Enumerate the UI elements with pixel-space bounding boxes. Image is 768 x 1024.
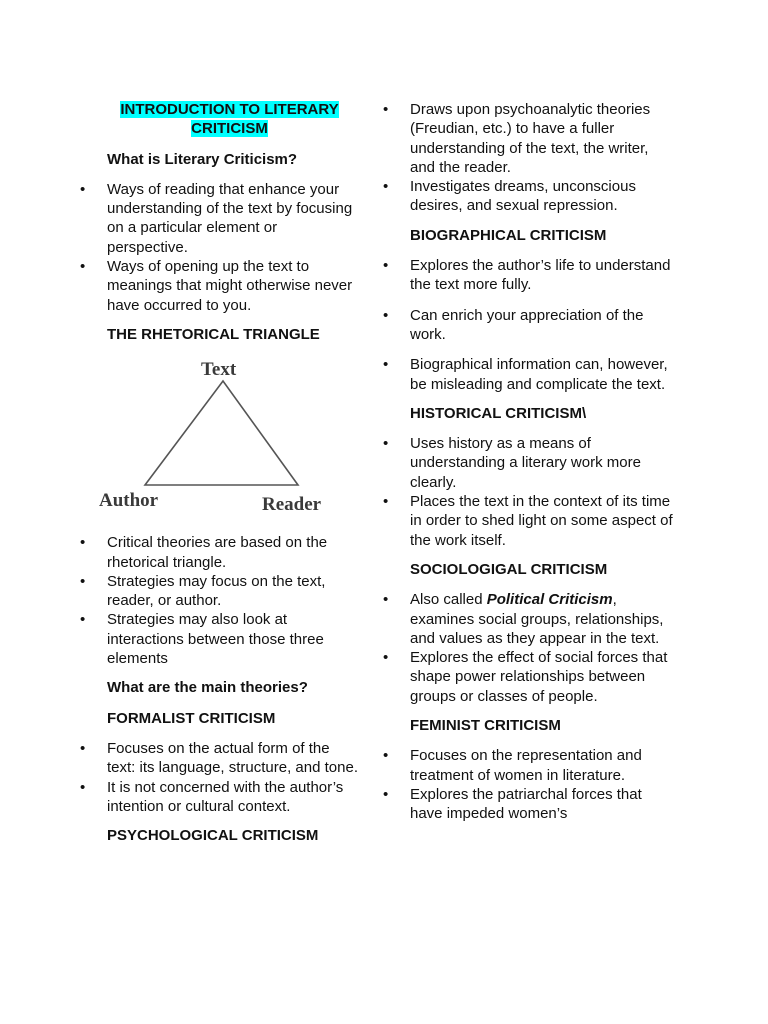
triangle-list	[80, 533, 360, 668]
list-item: • Explores the effect of social forces that shape power relationships between groups or classes of people.	[383, 648, 673, 706]
list-item: • Places the text in the context of its time in order to shed light on some aspect of the work itself.	[383, 492, 673, 550]
sociological-list	[383, 590, 673, 706]
sociological-item-prefix: Also called	[410, 591, 487, 609]
list-item: • Investigates dreams, unconscious desires, and sexual repression.	[383, 177, 673, 216]
triangle-shape	[145, 381, 298, 485]
triangle-label-reader: Reader	[262, 494, 322, 516]
main-theories-heading: What are the main theories?	[107, 679, 308, 697]
sociological-heading: SOCIOLOGIGAL CRITICISM	[410, 560, 608, 578]
political-criticism-emphasis: Political Criticism	[486, 591, 613, 609]
historical-list	[383, 434, 673, 550]
list-item: • Explores the author’s life to understand the text more fully.	[383, 256, 673, 295]
document-title	[107, 100, 352, 139]
what-is-list	[80, 180, 360, 315]
right-column	[383, 100, 673, 834]
feminist-list	[383, 746, 673, 823]
list-item: • Strategies may focus on the text, reader, or author.	[80, 572, 360, 611]
triangle-label-author: Author	[99, 490, 159, 512]
list-item: • Can enrich your appreciation of the work.	[383, 306, 673, 345]
list-item: • Critical theories are based on the rhetorical triangle.	[80, 533, 360, 572]
psychological-heading: PSYCHOLOGICAL CRITICISM	[107, 827, 319, 845]
list-item: • Strategies may also look at interactions between those three elements	[80, 610, 360, 668]
feminist-heading: FEMINIST CRITICISM	[410, 717, 561, 735]
list-item: • It is not concerned with the author’s intention or cultural context.	[80, 778, 360, 817]
what-is-heading: What is Literary Criticism?	[107, 150, 298, 168]
historical-heading: HISTORICAL CRITICISM\	[410, 404, 587, 422]
list-item: • Focuses on the representation and treatment of women in literature.	[383, 746, 673, 785]
formalist-heading: FORMALIST CRITICISM	[107, 709, 276, 727]
list-item: • Focuses on the actual form of the text: its language, structure, and tone.	[80, 739, 360, 778]
left-column	[80, 100, 360, 856]
list-item: • Biographical information can, however, be misleading and complicate the text.	[383, 355, 673, 394]
title-line-2: CRITICISM	[191, 120, 268, 138]
list-item: • Ways of reading that enhance your understanding of the text by focusing on a particular element or perspective.	[80, 180, 360, 257]
biographical-heading: BIOGRAPHICAL CRITICISM	[410, 226, 607, 244]
title-line-1: INTRODUCTION TO LITERARY	[120, 101, 339, 118]
list-item: • Uses history as a means of understanding a literary work more clearly.	[383, 434, 673, 492]
sociological-item-suffix: , examines social groups, relationships, and values as they appear in the text.	[410, 591, 664, 647]
triangle-label-text: Text	[201, 359, 237, 381]
psychological-list	[383, 100, 673, 216]
rhetorical-triangle-diagram	[97, 355, 347, 525]
list-item: • Explores the patriarchal forces that have impeded women’s	[383, 785, 673, 824]
triangle-heading: THE RHETORICAL TRIANGLE	[107, 325, 320, 343]
list-item: • Ways of opening up the text to meanings that might otherwise never have occurred to you.	[80, 257, 360, 315]
list-item: • Draws upon psychoanalytic theories (Freudian, etc.) to have a fuller understanding of the text, the writer, and the reader.	[383, 100, 673, 177]
formalist-list	[80, 739, 360, 816]
list-item	[383, 590, 673, 648]
biographical-list	[383, 256, 673, 394]
